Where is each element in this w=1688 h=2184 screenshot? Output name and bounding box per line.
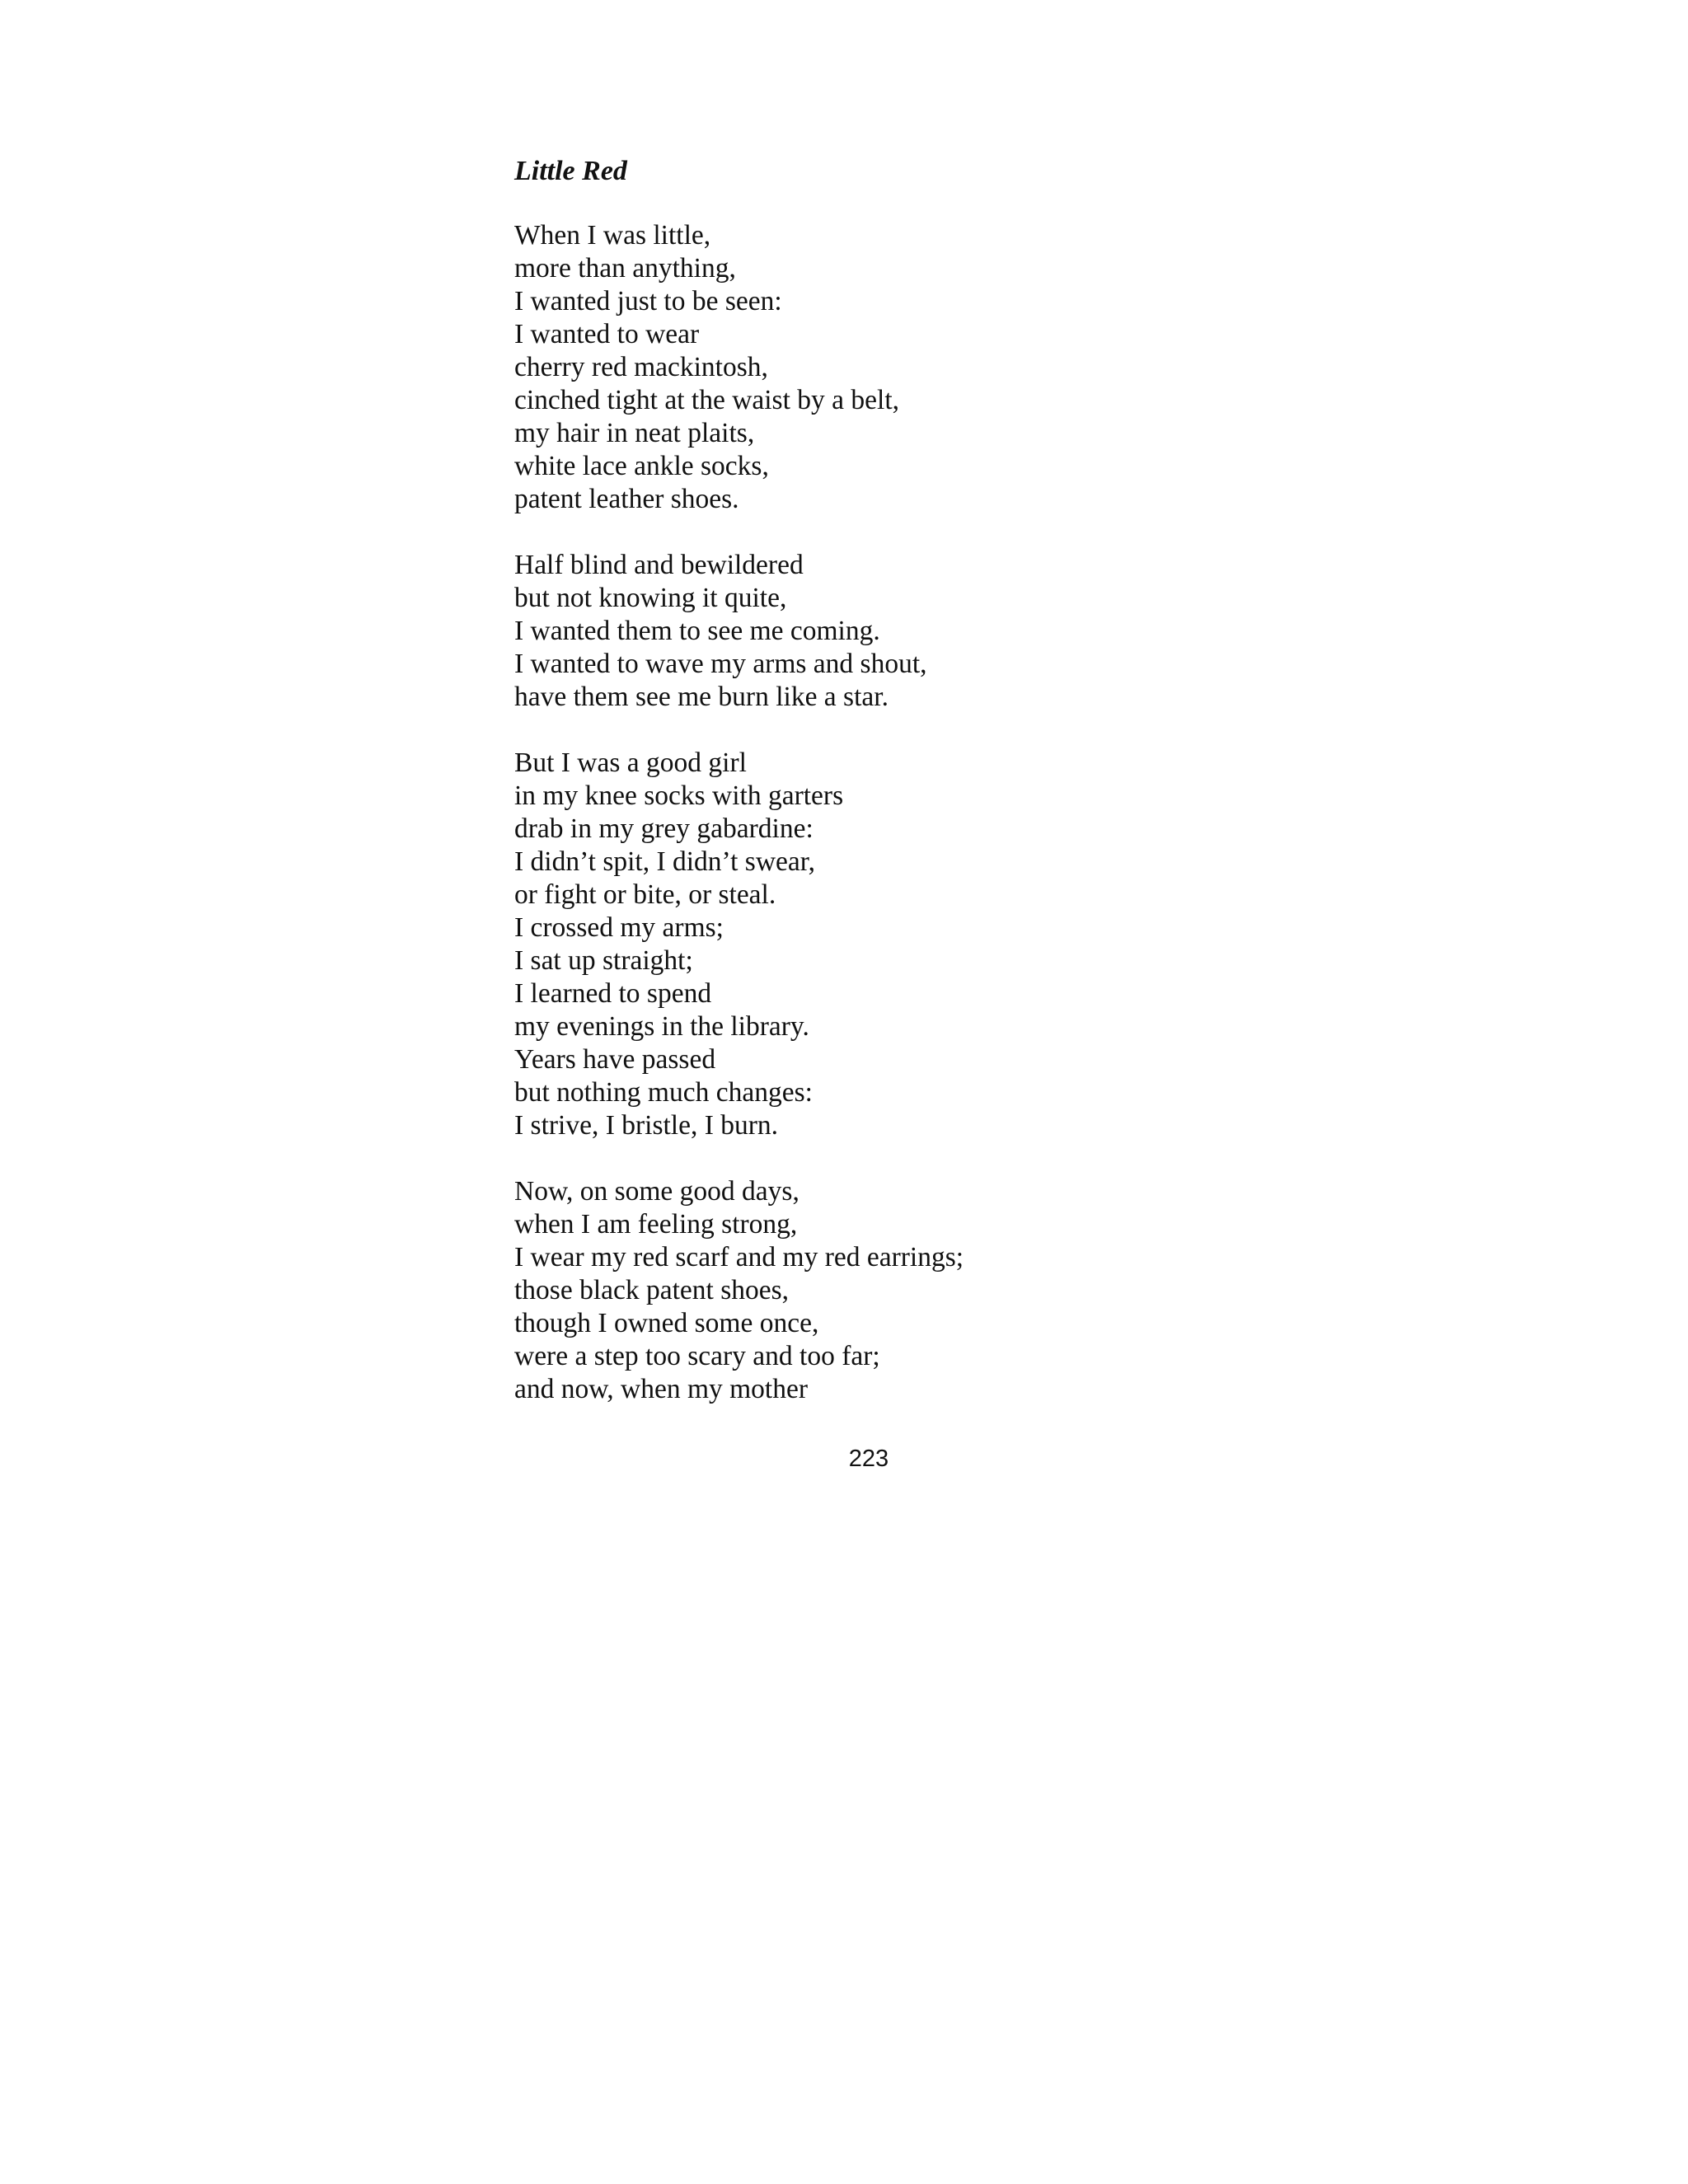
- poem-line: I wanted them to see me coming.: [514, 616, 880, 646]
- poem-line: But I was a good girl: [514, 748, 747, 778]
- poem-line: drab in my grey gabardine:: [514, 813, 814, 844]
- poem-line: more than anything,: [514, 253, 736, 284]
- poem-line: and now, when my mother: [514, 1374, 809, 1404]
- poem-line: my evenings in the library.: [514, 1011, 809, 1042]
- poem-line: were a step too scary and too far;: [514, 1341, 880, 1371]
- poem-line: those black patent shoes,: [514, 1275, 790, 1305]
- poem-line: patent leather shoes.: [514, 484, 739, 514]
- poem-line: when I am feeling strong,: [514, 1209, 798, 1240]
- poem-line: Years have passed: [514, 1044, 716, 1075]
- stanza-1: [514, 219, 1256, 516]
- stanza-2: [514, 549, 1256, 714]
- poem-line: Now, on some good days,: [514, 1176, 799, 1207]
- poem-line: I didn’t spit, I didn’t swear,: [514, 846, 815, 877]
- poem-line: or fight or bite, or steal.: [514, 879, 776, 910]
- poem-line: my hair in neat plaits,: [514, 418, 755, 448]
- poem-line: I wanted to wear: [514, 319, 700, 349]
- poem-line: I wanted to wave my arms and shout,: [514, 649, 927, 679]
- stanza-4: [514, 1175, 1256, 1406]
- poem-line: though I owned some once,: [514, 1308, 819, 1338]
- poem-line: but not knowing it quite,: [514, 583, 787, 613]
- poem-line: When I was little,: [514, 220, 711, 251]
- page-number: 223: [848, 1446, 889, 1472]
- poem-line: but nothing much changes:: [514, 1077, 813, 1108]
- poem-line: in my knee socks with garters: [514, 780, 844, 811]
- poem-line: Half blind and bewildered: [514, 550, 804, 580]
- poem: [514, 155, 1256, 1439]
- poem-line: cinched tight at the waist by a belt,: [514, 385, 900, 415]
- poem-line: I sat up straight;: [514, 945, 693, 976]
- poem-line: I wear my red scarf and my red earrings;: [514, 1242, 964, 1272]
- poem-title: Little Red: [514, 156, 627, 186]
- poem-line: I crossed my arms;: [514, 912, 724, 943]
- poem-line: I wanted just to be seen:: [514, 286, 782, 316]
- stanza-3: [514, 747, 1256, 1142]
- poem-line: cherry red mackintosh,: [514, 352, 768, 382]
- poem-line: have them see me burn like a star.: [514, 682, 889, 712]
- poem-line: I learned to spend: [514, 978, 712, 1009]
- poem-line: I strive, I bristle, I burn.: [514, 1110, 779, 1141]
- poem-line: white lace ankle socks,: [514, 451, 769, 481]
